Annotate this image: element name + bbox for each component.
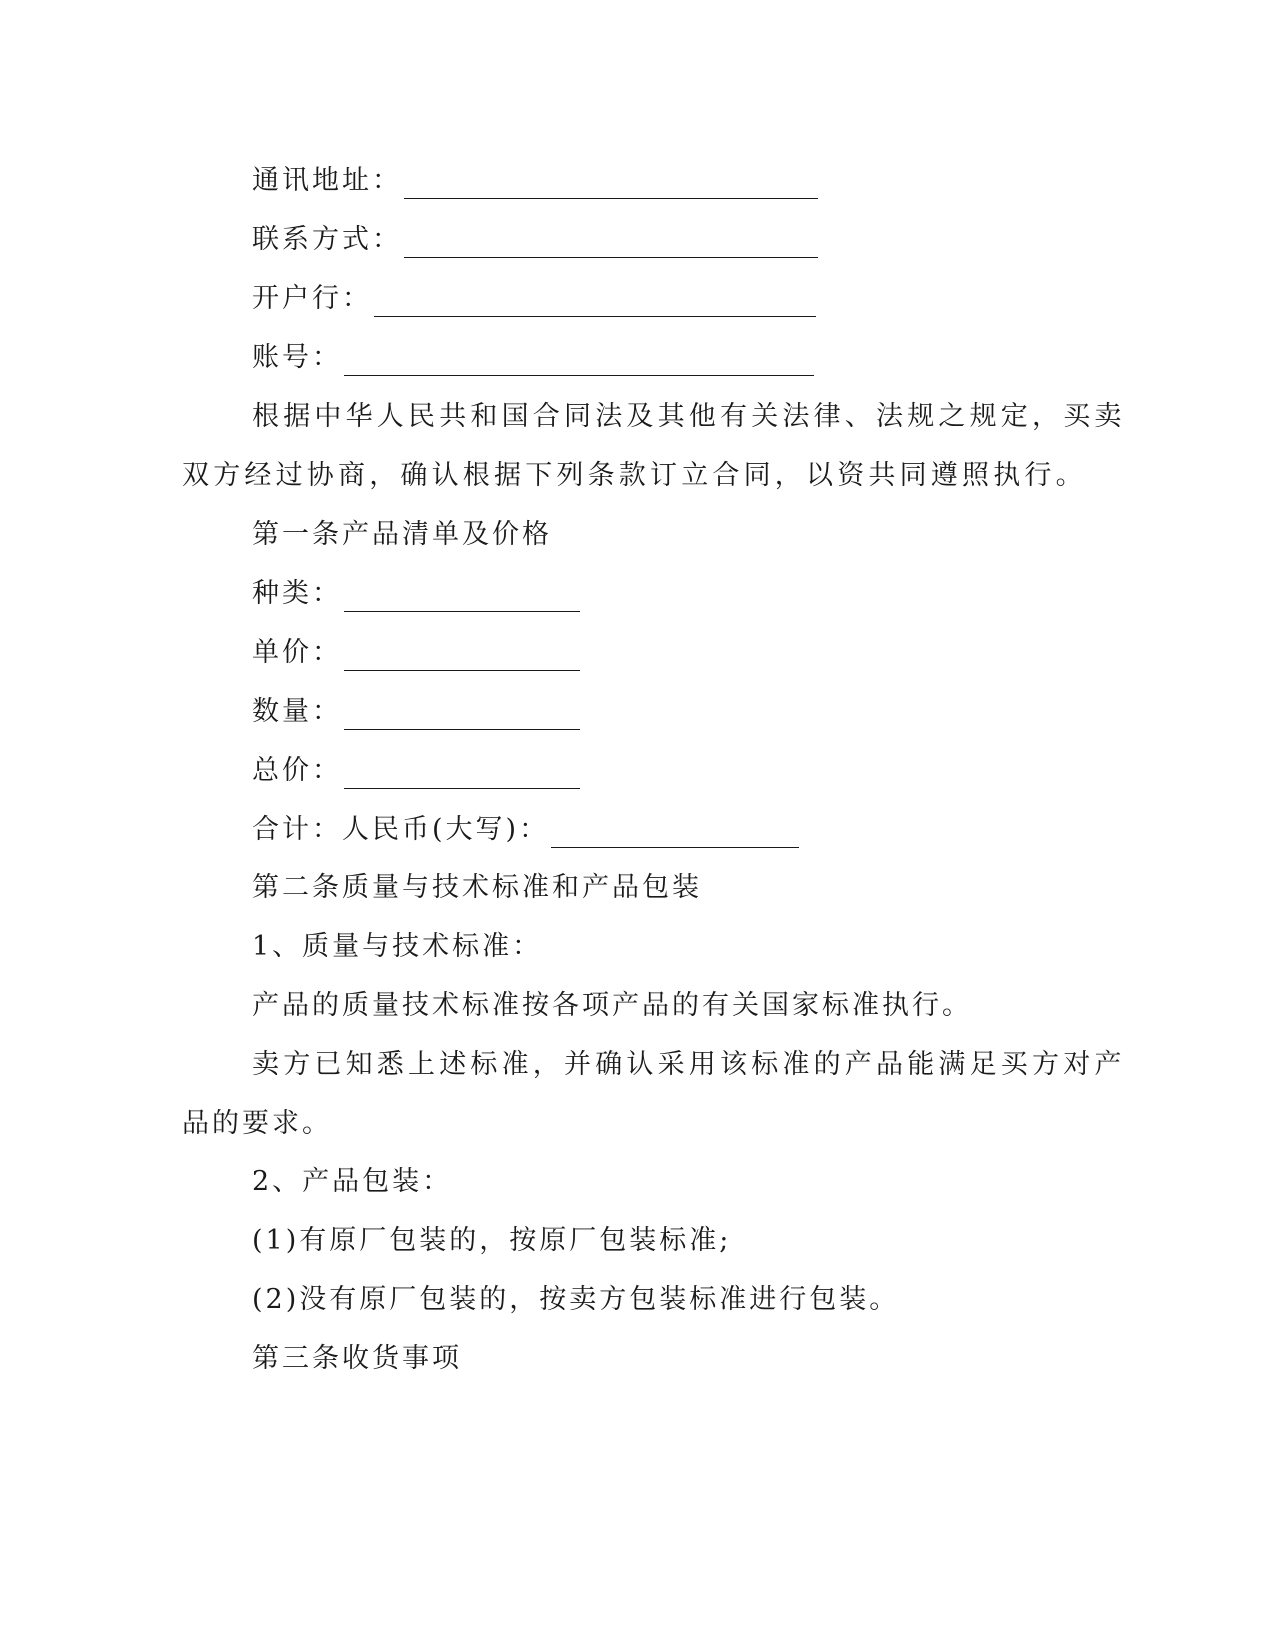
article3-title: 第三条收货事项 [252,1343,462,1374]
article1-title: 第一条产品清单及价格 [252,519,552,550]
account-field [252,340,814,376]
contact-blank[interactable] [404,231,818,258]
address-label: 通讯地址： [252,165,402,196]
bank-blank[interactable] [374,290,816,317]
quantity-blank[interactable] [344,703,580,730]
total-price-field [252,753,580,789]
total-price-blank[interactable] [344,762,580,789]
quantity-field [252,694,580,730]
category-blank[interactable] [344,585,580,612]
grand-total-field [252,812,799,848]
total-price-label: 总价： [252,755,342,786]
unit-price-label: 单价： [252,637,342,668]
contact-field [252,222,818,258]
account-label: 账号： [252,342,342,373]
quantity-label: 数量： [252,696,342,727]
account-blank[interactable] [344,349,814,376]
bank-field [252,281,816,317]
contact-label: 联系方式： [252,224,402,255]
category-label: 种类： [252,578,342,609]
seller-acknowledge-line-2: 品的要求。 [182,1108,332,1139]
intro-line-1: 根据中华人民共和国合同法及其他有关法律、法规之规定，买卖 [252,401,1126,432]
quality-standard-text: 产品的质量技术标准按各项产品的有关国家标准执行。 [252,990,972,1021]
seller-acknowledge-line-1: 卖方已知悉上述标准，并确认采用该标准的产品能满足买方对产 [252,1049,1126,1080]
article2-title: 第二条质量与技术标准和产品包装 [252,872,702,903]
packaging-heading: 2、产品包装： [252,1166,453,1197]
grand-total-label: 合计：人民币(大写)： [252,814,550,845]
quality-standard-heading: 1、质量与技术标准： [252,931,543,962]
intro-line-2: 双方经过协商，确认根据下列条款订立合同，以资共同遵照执行。 [182,460,1087,491]
packaging-item-1: (1)有原厂包装的，按原厂包装标准; [252,1225,732,1256]
unit-price-blank[interactable] [344,644,580,671]
packaging-item-2: (2)没有原厂包装的，按卖方包装标准进行包装。 [252,1284,900,1315]
grand-total-blank[interactable] [551,821,799,848]
address-field [252,163,818,199]
category-field [252,576,580,612]
bank-label: 开户行： [252,283,372,314]
address-blank[interactable] [404,172,818,199]
unit-price-field [252,635,580,671]
